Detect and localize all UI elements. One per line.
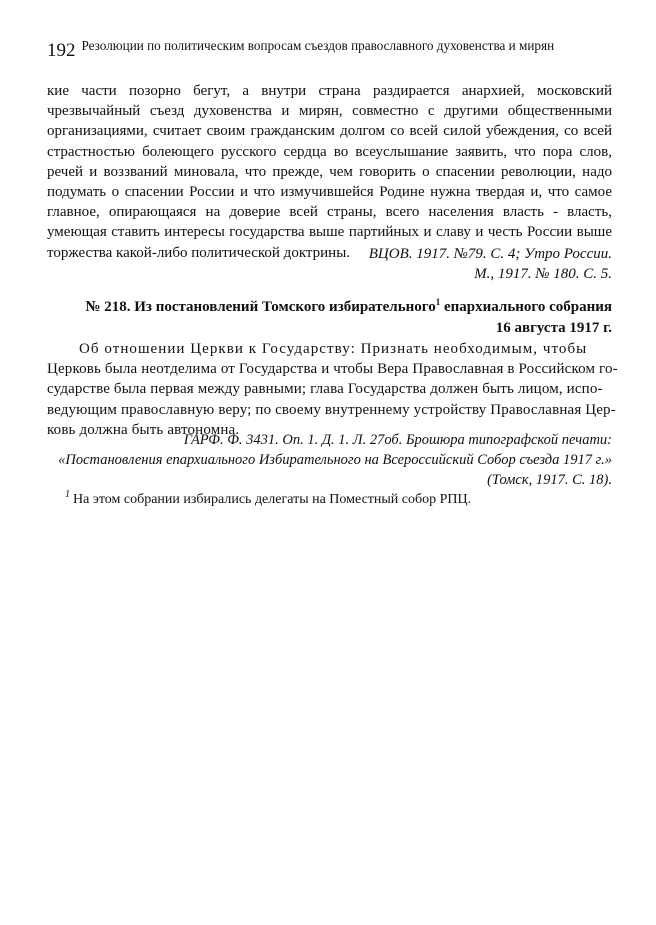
footnote [47,491,612,509]
source-line: (Томск, 1917. С. 18). [487,472,612,489]
page-header [47,34,617,61]
document-line: Церковь была неотделима от Государства и чтобы Вера Православная в Российском го- [47,361,618,378]
footnote-text: На этом собрании избирались делегаты на Поместный собор РПЦ. [73,492,472,507]
heading-title-tail: епархиального собрания [444,299,612,315]
continuation-text: кие части позорно бегут, а внутри страна раздирается анархией, московский чрезвычайный съезд духовенства и мирян, совместно с другими общественными организациями, считает своим гражданским долгом со всей силой убеждения, со всей страстностью болеющего русского сердца во всеуслышание заявить, что пора слов, речей и воззваний миновала, что прежде, чем говорить о спасении революции, надо подумать о спасении России и что измучившейся Родине нужна твердая и, что самое главное, опирающаяся на доверие всей страны, всего населения власть - власть, умеющая ставить интересы государства выше партийных и славу и честь России выше торжества какой-либо политической доктрины. [47,83,612,261]
source-line: ВЦОВ. 1917. №79. С. 4; Утро России. [368,246,612,262]
heading-title: № 218. Из постановлений Томского избирательного [85,299,436,315]
footnote-mark: 1 [65,489,70,501]
continuation-paragraph [47,81,612,263]
document-line: ковь должна быть автономна. [47,421,240,438]
running-title: Резолюции по политическим вопросам съездов православного духовенства и мирян [81,38,555,53]
heading-footnote-mark[interactable]: 1 [435,297,441,307]
document-date: 16 августа 1917 г. [495,319,612,336]
source-line: М., 1917. № 180. С. 5. [474,266,612,283]
document-line: ведующим православную веру; по своему внутреннему устройству Православная Цер- [47,401,616,418]
document-line: сударстве была первая между равными; глава Государства должен быть лицом, испо- [47,381,603,398]
page-number: 192 [47,40,76,61]
document-line: Об отношении Церкви к Государству: Признать необходимым, чтобы [79,341,588,357]
document-heading [47,297,612,338]
document-paragraph [47,339,618,440]
source-line: «Постановления епархиального Избирательного на Всероссийский Собор съезда 1917 г.» [58,452,612,469]
source-line: ГАРФ. Ф. 3431. Оп. 1. Д. 1. Л. 27об. Брошюра типографской печати: [183,432,612,448]
document-source [47,430,612,491]
continuation-source [47,244,612,284]
heading-title-line [47,297,612,318]
